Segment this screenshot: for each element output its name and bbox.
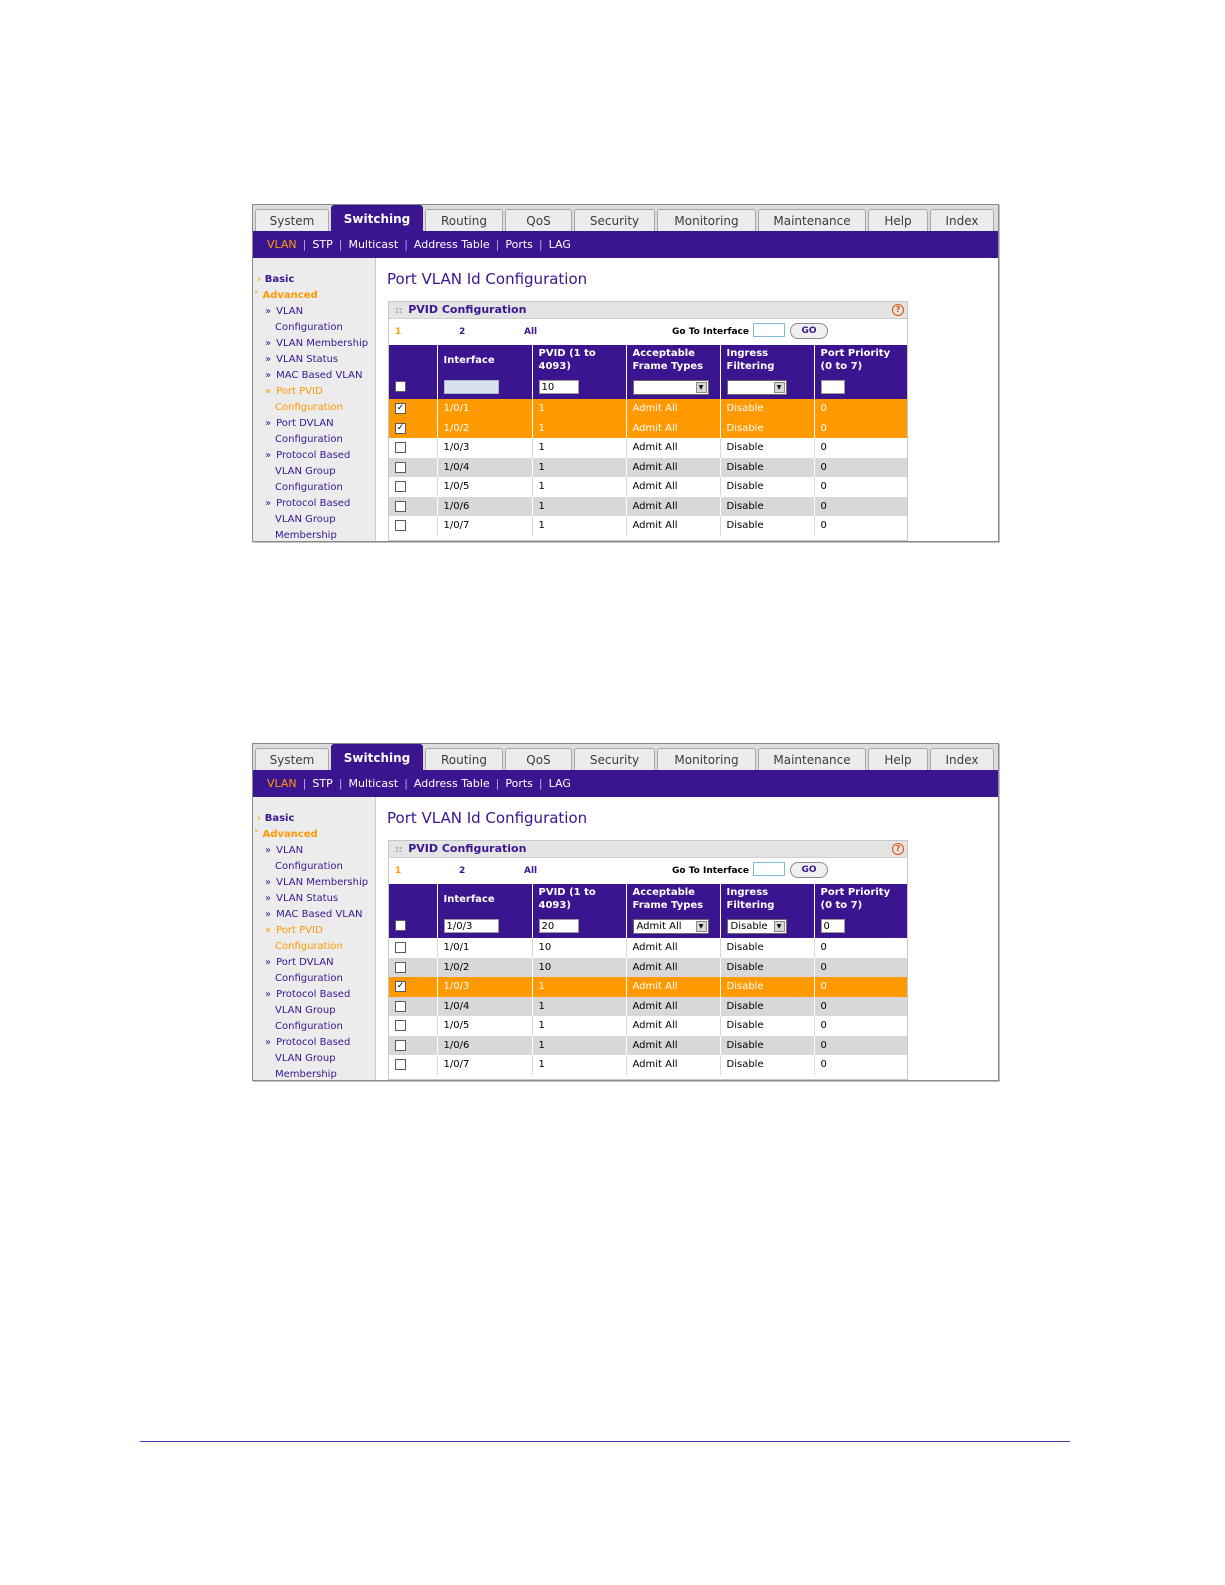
cell-priority: 0 [814,497,907,517]
sidebar-item-port-pvid[interactable]: » Port PVID [265,386,323,397]
cell-interface: 1/0/4 [437,458,532,478]
sidebar-item-advanced[interactable]: ˅ Advanced [254,829,318,840]
row-checkbox[interactable]: ✓ [396,981,405,991]
cell-frame-types: Admit All [626,1036,720,1056]
header-interface: Interface [437,884,532,914]
edit-interface-cell [437,914,532,938]
cell-interface: 1/0/2 [437,958,532,978]
edit-row [389,914,907,938]
table-row[interactable] [389,497,907,517]
sidebar-item-vlan-membership[interactable]: » VLAN Membership [265,877,369,888]
header-acceptable-frame-types: Acceptable Frame Types [626,884,720,914]
cell-interface: 1/0/7 [437,1055,532,1075]
cell-priority: 0 [814,458,907,478]
subnav-ports[interactable]: Ports [505,238,533,251]
edit-frame-types-cell [626,914,720,938]
cell-ingress: Disable [720,1036,814,1056]
row-select-cell [389,438,437,458]
sidebar-item-protocol-vlan-group-membership-cont2[interactable]: Membership [275,530,337,541]
table-row[interactable] [389,1016,907,1036]
sub-nav-bar [253,231,998,258]
grip-icon: :: [395,845,403,855]
cell-frame-types: Admit All [626,438,720,458]
sidebar-item-mac-based-vlan[interactable]: » MAC Based VLAN [265,909,363,920]
cell-pvid: 1 [532,516,626,536]
header-ingress-filtering: Ingress Filtering [720,884,814,914]
cell-pvid: 1 [532,997,626,1017]
header-port-priority: Port Priority (0 to 7) [814,345,907,375]
cell-priority: 0 [814,516,907,536]
cell-pvid: 1 [532,1036,626,1056]
cell-ingress: Disable [720,1016,814,1036]
subnav-separator: | [338,777,343,790]
page-title: Port VLAN Id Configuration [387,270,588,288]
cell-frame-types: Admit All [626,516,720,536]
cell-pvid: 10 [532,958,626,978]
tab-monitoring[interactable]: Monitoring [657,748,756,770]
row-checkbox[interactable] [395,442,406,453]
sidebar-item-protocol-vlan-group-membership-cont2[interactable]: Membership [275,1069,337,1080]
go-button[interactable]: GO [790,323,828,339]
sidebar-item-vlan-status[interactable]: » VLAN Status [265,893,339,904]
row-select-cell [389,997,437,1017]
tab-index[interactable]: Index [930,209,994,231]
sidebar-item-protocol-vlan-group-config[interactable]: » Protocol Based [265,450,351,461]
cell-frame-types: Admit All [626,477,720,497]
sidebar-item-protocol-vlan-group-membership[interactable]: » Protocol Based [265,1037,351,1048]
header-pvid: PVID (1 to 4093) [532,345,626,375]
row-checkbox[interactable]: ✓ [396,422,405,433]
row-select-cell [389,977,437,997]
subnav-stp[interactable]: STP [312,777,333,790]
panel-header [389,302,907,319]
goto-interface-label: Go To Interface [672,327,749,337]
row-select-cell [389,399,437,419]
cell-priority: 0 [814,958,907,978]
row-select-cell [389,938,437,958]
row-checkbox[interactable] [395,462,406,473]
subnav-separator: | [302,238,307,251]
tab-maintenance[interactable]: Maintenance [758,748,866,770]
row-checkbox[interactable] [395,962,406,973]
sidebar-item-port-dvlan[interactable]: » Port DVLAN [265,418,334,429]
cell-ingress: Disable [720,399,814,419]
port-priority-input[interactable] [821,380,845,394]
sidebar-item-mac-based-vlan[interactable]: » MAC Based VLAN [265,370,363,381]
table-row[interactable] [389,1036,907,1056]
sidebar-item-vlan-configuration[interactable]: » VLAN [265,306,304,317]
subnav-address-table[interactable]: Address Table [413,238,490,251]
page-title: Port VLAN Id Configuration [387,809,588,827]
sidebar-item-vlan-status[interactable]: » VLAN Status [265,354,339,365]
bullet-icon: » [265,338,272,349]
bullet-icon: » [265,386,272,397]
tab-monitoring[interactable]: Monitoring [657,209,756,231]
row-checkbox[interactable] [395,1020,406,1031]
sidebar-item-protocol-vlan-group-config-cont2[interactable]: Configuration [275,482,343,493]
cell-priority: 0 [814,1036,907,1056]
goto-interface-input[interactable] [753,323,785,337]
dropdown-arrow-icon: ▼ [774,921,785,932]
table-row[interactable] [389,399,907,419]
sidebar-item-protocol-vlan-group-config-cont[interactable]: VLAN Group [275,1005,336,1016]
select-all-checkbox[interactable] [395,381,406,392]
edit-pvid-cell [532,375,626,399]
row-select-cell [389,477,437,497]
bullet-icon: » [265,893,272,904]
header-select [389,345,437,375]
row-select-cell [389,1036,437,1056]
header-pvid: PVID (1 to 4093) [532,884,626,914]
edit-priority-cell [814,375,907,399]
panel-title: PVID Configuration [408,842,527,855]
tab-system[interactable]: System [255,209,329,231]
tab-qos[interactable]: QoS [505,209,572,231]
frame-types-select[interactable] [633,380,709,395]
subnav-lag[interactable]: LAG [548,238,571,251]
bullet-icon: » [265,925,272,936]
cell-interface: 1/0/7 [437,516,532,536]
subnav-stp[interactable]: STP [312,238,333,251]
edit-frame-types-cell [626,375,720,399]
subnav-separator: | [302,777,307,790]
subnav-separator: | [495,777,500,790]
table-row[interactable] [389,958,907,978]
header-select [389,884,437,914]
bullet-icon: » [265,418,272,429]
sub-nav-bar [253,770,998,797]
row-select-cell [389,1055,437,1075]
table-row[interactable] [389,1055,907,1075]
sidebar-item-protocol-vlan-group-membership[interactable]: » Protocol Based [265,498,351,509]
cell-frame-types: Admit All [626,997,720,1017]
tab-routing[interactable]: Routing [425,748,503,770]
table-row[interactable] [389,977,907,997]
dropdown-arrow-icon: ▼ [696,382,707,393]
cell-ingress: Disable [720,458,814,478]
tab-system[interactable]: System [255,748,329,770]
header-ingress-filtering: Ingress Filtering [720,345,814,375]
port-priority-input[interactable]: 0 [821,919,845,933]
main-tab-bar [253,205,998,231]
cell-priority: 0 [814,438,907,458]
pvid-input[interactable]: 10 [539,380,579,394]
subnav-separator: | [495,238,500,251]
subnav-address-table[interactable]: Address Table [413,777,490,790]
sidebar-item-vlan-membership[interactable]: » VLAN Membership [265,338,369,349]
sidebar-item-port-dvlan-cont[interactable]: Configuration [275,973,343,984]
page-link-2[interactable]: 2 [459,866,466,876]
cell-pvid: 1 [532,399,626,419]
panel-header [389,841,907,858]
screenshot-2 [252,743,999,1081]
table-row[interactable] [389,419,907,439]
grip-icon: :: [395,306,403,316]
bullet-icon: » [265,498,272,509]
sidebar-item-basic[interactable]: › Basic [257,813,295,824]
cell-interface: 1/0/2 [437,419,532,439]
sidebar-item-protocol-vlan-group-membership-cont[interactable]: VLAN Group [275,1053,336,1064]
tab-index[interactable]: Index [930,748,994,770]
cell-priority: 0 [814,1055,907,1075]
dropdown-arrow-icon: ▼ [696,921,707,932]
cell-frame-types: Admit All [626,938,720,958]
edit-ingress-cell [720,914,814,938]
row-select-cell [389,1016,437,1036]
sidebar-item-port-pvid-cont[interactable]: Configuration [275,941,343,952]
header-interface: Interface [437,345,532,375]
cell-ingress: Disable [720,477,814,497]
bullet-icon: » [265,877,272,888]
bullet-icon: » [265,909,272,920]
help-icon[interactable]: ? [892,304,904,316]
content-area [376,258,998,541]
bullet-icon: » [265,450,272,461]
sidebar-item-advanced[interactable]: ˅ Advanced [254,290,318,301]
pvid-table [389,345,908,536]
row-checkbox[interactable] [395,942,406,953]
table-row[interactable] [389,477,907,497]
cell-interface: 1/0/6 [437,497,532,517]
tab-maintenance[interactable]: Maintenance [758,209,866,231]
bullet-icon: » [265,306,272,317]
cell-frame-types: Admit All [626,399,720,419]
footer-rule [140,1441,1070,1442]
sidebar-item-protocol-vlan-group-membership-cont[interactable]: VLAN Group [275,514,336,525]
row-select-cell [389,516,437,536]
edit-pvid-cell [532,914,626,938]
row-checkbox[interactable] [395,481,406,492]
tab-routing[interactable]: Routing [425,209,503,231]
subnav-separator: | [538,238,543,251]
cell-priority: 0 [814,399,907,419]
cell-interface: 1/0/4 [437,997,532,1017]
bullet-icon: » [265,989,272,1000]
tab-qos[interactable]: QoS [505,748,572,770]
table-row[interactable] [389,516,907,536]
cell-pvid: 1 [532,977,626,997]
cell-interface: 1/0/1 [437,399,532,419]
cell-ingress: Disable [720,419,814,439]
bullet-icon: » [265,957,272,968]
cell-priority: 0 [814,1016,907,1036]
cell-frame-types: Admit All [626,977,720,997]
ingress-filtering-select[interactable]: Disable ▼ [727,919,787,934]
cell-priority: 0 [814,997,907,1017]
row-checkbox[interactable] [395,1059,406,1070]
page-link-all[interactable]: All [524,866,538,876]
subnav-separator: | [338,238,343,251]
sidebar-item-protocol-vlan-group-config-cont2[interactable]: Configuration [275,1021,343,1032]
row-select-cell [389,458,437,478]
subnav-multicast[interactable]: Multicast [348,777,399,790]
edit-interface-cell [437,375,532,399]
select-all-checkbox[interactable] [395,920,406,931]
frame-types-select[interactable]: Admit All ▼ [633,919,709,934]
sidebar-item-vlan-configuration-cont[interactable]: Configuration [275,322,343,333]
cell-frame-types: Admit All [626,1055,720,1075]
bullet-icon: » [265,354,272,365]
interface-input[interactable] [444,380,499,394]
main-tab-bar [253,744,998,770]
cell-interface: 1/0/6 [437,1036,532,1056]
edit-select-cell [389,375,437,399]
header-acceptable-frame-types: Acceptable Frame Types [626,345,720,375]
dropdown-arrow-icon: ▼ [774,382,785,393]
subnav-ports[interactable]: Ports [505,777,533,790]
subnav-vlan[interactable]: VLAN [267,777,297,790]
sidebar-item-vlan-configuration[interactable]: » VLAN [265,845,304,856]
cell-ingress: Disable [720,516,814,536]
row-select-cell [389,497,437,517]
sidebar-item-port-dvlan[interactable]: » Port DVLAN [265,957,334,968]
edit-row [389,375,907,399]
goto-interface-input[interactable] [753,862,785,876]
cell-pvid: 1 [532,1016,626,1036]
cell-priority: 0 [814,419,907,439]
go-button[interactable]: GO [790,862,828,878]
cell-frame-types: Admit All [626,419,720,439]
cell-ingress: Disable [720,977,814,997]
sidebar-item-protocol-vlan-group-config[interactable]: » Protocol Based [265,989,351,1000]
screenshot-1 [252,204,999,542]
cell-ingress: Disable [720,1055,814,1075]
row-checkbox[interactable]: ✓ [396,403,405,413]
tab-help[interactable]: Help [868,748,928,770]
chevron-down-icon: ˅ [254,291,259,301]
subnav-separator: | [538,777,543,790]
sidebar-item-port-pvid[interactable]: » Port PVID [265,925,323,936]
pager [389,319,907,345]
cell-interface: 1/0/5 [437,1016,532,1036]
goto-interface-label: Go To Interface [672,866,749,876]
cell-ingress: Disable [720,938,814,958]
cell-pvid: 1 [532,419,626,439]
page-link-1[interactable]: 1 [395,327,402,337]
ingress-filtering-select[interactable] [727,380,787,395]
cell-priority: 0 [814,938,907,958]
subnav-vlan[interactable]: VLAN [267,238,297,251]
header-port-priority: Port Priority (0 to 7) [814,884,907,914]
bullet-icon: » [265,845,272,856]
interface-input[interactable]: 1/0/3 [444,919,499,933]
cell-pvid: 1 [532,477,626,497]
cell-pvid: 1 [532,1055,626,1075]
tab-security[interactable]: Security [574,209,655,231]
row-checkbox[interactable] [395,520,406,531]
subnav-lag[interactable]: LAG [548,777,571,790]
row-select-cell [389,419,437,439]
sidebar [253,258,376,541]
bullet-icon: » [265,370,272,381]
cell-pvid: 1 [532,497,626,517]
subnav-separator: | [404,777,408,790]
pvid-table [389,884,908,1075]
edit-ingress-cell [720,375,814,399]
tab-help[interactable]: Help [868,209,928,231]
sidebar-item-port-dvlan-cont[interactable]: Configuration [275,434,343,445]
sidebar-item-basic[interactable]: › Basic [257,274,295,285]
tab-security[interactable]: Security [574,748,655,770]
bullet-icon: » [265,1037,272,1048]
row-select-cell [389,958,437,978]
sidebar-item-protocol-vlan-group-config-cont[interactable]: VLAN Group [275,466,336,477]
table-row[interactable] [389,458,907,478]
sidebar-item-port-pvid-cont[interactable]: Configuration [275,402,343,413]
cell-pvid: 10 [532,938,626,958]
cell-interface: 1/0/3 [437,977,532,997]
chevron-right-icon: › [257,275,261,285]
edit-select-cell [389,914,437,938]
page-link-2[interactable]: 2 [459,327,466,337]
page-link-all[interactable]: All [524,327,538,337]
tab-switching[interactable]: Switching [331,205,423,231]
cell-interface: 1/0/5 [437,477,532,497]
help-icon[interactable]: ? [892,843,904,855]
pvid-panel [388,301,908,541]
row-checkbox[interactable] [395,1040,406,1051]
cell-frame-types: Admit All [626,1016,720,1036]
cell-ingress: Disable [720,497,814,517]
table-header-row [389,345,907,375]
cell-interface: 1/0/3 [437,438,532,458]
cell-frame-types: Admit All [626,958,720,978]
cell-priority: 0 [814,477,907,497]
sidebar-item-vlan-configuration-cont[interactable]: Configuration [275,861,343,872]
sidebar [253,797,376,1080]
pvid-input[interactable]: 20 [539,919,579,933]
cell-ingress: Disable [720,997,814,1017]
content-area [376,797,998,1080]
cell-priority: 0 [814,977,907,997]
pager [389,858,907,884]
table-row[interactable] [389,938,907,958]
pvid-panel [388,840,908,1080]
cell-ingress: Disable [720,958,814,978]
cell-interface: 1/0/1 [437,938,532,958]
cell-pvid: 1 [532,458,626,478]
cell-frame-types: Admit All [626,458,720,478]
tab-switching[interactable]: Switching [331,744,423,770]
cell-pvid: 1 [532,438,626,458]
table-row[interactable] [389,997,907,1017]
edit-priority-cell [814,914,907,938]
row-checkbox[interactable] [395,1001,406,1012]
subnav-separator: | [404,238,408,251]
page-link-1[interactable]: 1 [395,866,402,876]
chevron-right-icon: › [257,814,261,824]
table-row[interactable] [389,438,907,458]
cell-ingress: Disable [720,438,814,458]
cell-frame-types: Admit All [626,497,720,517]
panel-title: PVID Configuration [408,303,527,316]
table-header-row [389,884,907,914]
chevron-down-icon: ˅ [254,830,259,840]
row-checkbox[interactable] [395,501,406,512]
subnav-multicast[interactable]: Multicast [348,238,399,251]
